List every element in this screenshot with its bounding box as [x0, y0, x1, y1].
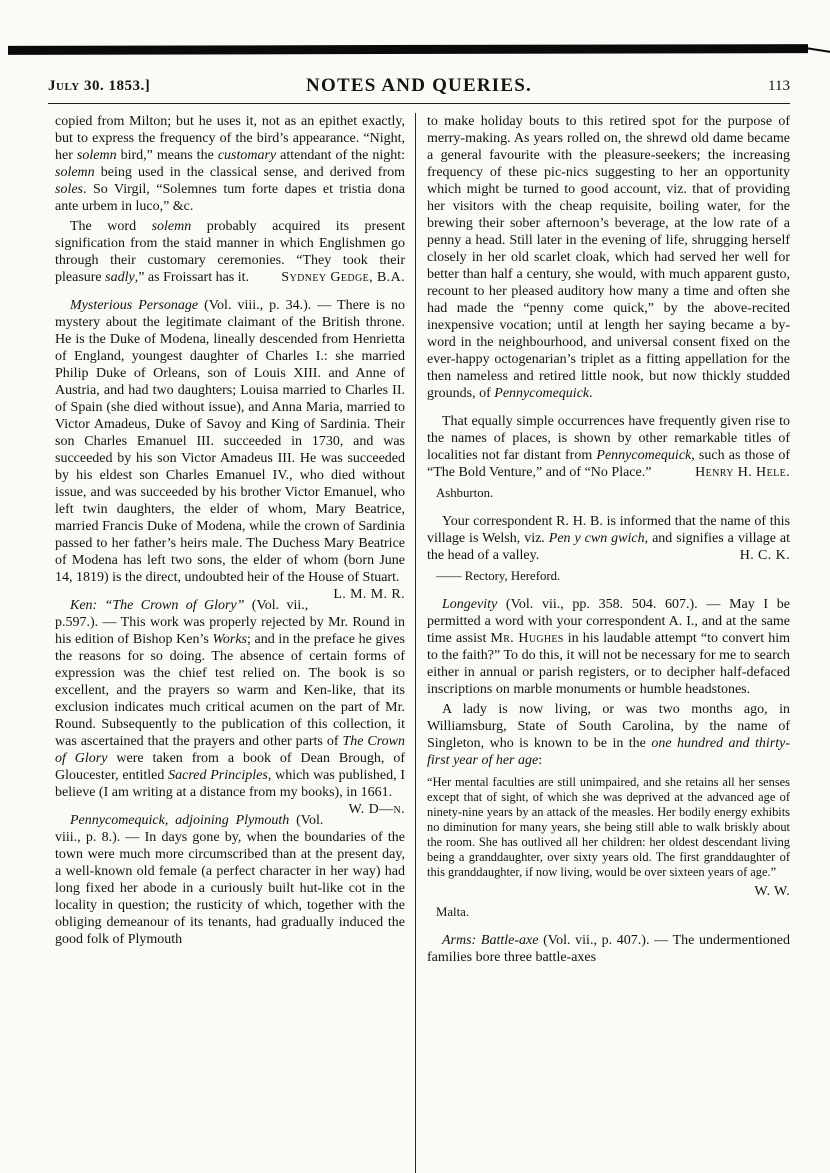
text-run: ; and in the preface he gives the reasons for so doing. The absence of certain forms of expression was the chief test relied on. The book is so excellent, and the prayers so warm and Ken-like, that its exclusion indicates much critical acumen on the part of Mr. Round. Subsequently to the publication of this collection, it was ascertained that the prayers and other parts of: [55, 632, 405, 749]
text-run: A lady is now living, or was two months ago, in Williamsburg, State of South Carolina, by the name of Singleton, who is known to be in the: [427, 702, 790, 751]
text-run: :: [538, 753, 543, 768]
text-run: copied from Milton; but he uses it, not as an epithet exactly, but to express the frequency of the bird’s appearance. “Night, her: [55, 114, 405, 163]
scan-artifact-tail: [806, 47, 830, 53]
text-run: solemn: [76, 148, 117, 163]
text-run: bird,” means the: [116, 148, 218, 163]
paragraph: [55, 297, 405, 602]
page-number: 113: [768, 78, 790, 94]
text-run: Pen y cwn gwich: [548, 531, 645, 546]
text-run: .: [589, 386, 593, 401]
text-run: Pennycomequick, adjoining Plymouth: [70, 813, 290, 828]
text-run: customary: [217, 148, 277, 163]
text-run: , which was published, I believe (I am writing at a distance from my books), in 1661.: [55, 768, 405, 800]
text-run: , and signifies a village at the head of a valley.: [427, 531, 790, 563]
text-run: ,” as Froissart has it.: [134, 270, 250, 285]
text-run: —— Rectory, Hereford.: [436, 569, 561, 583]
publication-title: NOTES AND QUERIES.: [306, 75, 532, 96]
text-run: Pennycomequick: [596, 448, 692, 463]
text-run: soles: [55, 182, 83, 197]
text-run: Ken: “The Crown of Glory”: [70, 598, 245, 613]
issue-date: July 30. 1853.]: [48, 78, 151, 94]
contributor-signature: Sydney Gedge, B.A.: [281, 270, 405, 285]
text-run: Arms: Battle-axe: [442, 933, 539, 948]
text-run: to make holiday bouts to this retired spot for the purpose of merry-making. As years rolled on, the shrewd old dame became a general favourite with the pleasure-seekers; the increasing frequency of these pic-nics suggesting to her an opportunity which might be turned to good account, viz. that of providing her visitors with the cheap requisite, boiling water, for the brewing their sober afternoon’s beverage, at the low rate of a penny a head. Still later in the evening of life, shrugging herself closely in her old scarlet cloak, which had served her well for better than half a century, she would, with much apparent gusto, recount to her pleased auditory how many a time and often she had made the “penny come quick,” by the above-recited inexpensive vocation; until at length her saying became a by-word in the neighbourhood, and universal consent fixed on the ever-happy octogenarian’s triplet as a fitting appellation for the then nameless and retired little nook, but now thickly studded grounds, of: [427, 114, 790, 401]
paragraph: [55, 218, 405, 286]
contributor-signature: H. C. K.: [739, 548, 790, 563]
text-run: one hundred and thirty-first year of her age: [427, 736, 790, 768]
text-run: solemn: [151, 219, 192, 234]
running-head: [48, 70, 790, 98]
paragraph: [55, 113, 405, 215]
header-rule: [48, 103, 790, 104]
paragraph: [55, 812, 405, 948]
text-run: That equally simple occurrences have frequently given rise to the names of places, is shown by other remarkable titles of localities not far distant from: [427, 414, 790, 463]
contributor-signature: W. D—n.: [348, 802, 405, 817]
paragraph: [427, 113, 790, 402]
column-divider: [415, 113, 416, 1173]
text-run: (Vol. viii., p. 8.). — In days gone by, when the boundaries of the town were much more circumscribed than at the present day, a well-known old female (a perfect character in her way) had long fixed her abode in a curiously built hut-like cot in the locality in question; the rusticity of which, together with the obliging demeanour of its tenants, had gradually induced the good folk of Plymouth: [55, 813, 405, 947]
text-run: Works: [212, 632, 248, 647]
text-run: (Vol. viii., p. 34.). — There is no mystery about the legitimate claimant of the British throne. He is the Duke of Modena, lineally descended from Henrietta of England, youngest daughter of Charles I.: she married Philip Duke of Orleans, son of Louis XIII. and Anne of Austria, and had two daughters; Louisa married to Charles II. of Spain (she died without issue), and Anna Maria, married to Victor Amadeus, Duke of Savoy and King of Sardinia. Their son Charles Emanuel III. succeeded in 1730, and was succeeded by his son Victor Amadeus III. He was succeeded by his eldest son Charles Emanuel IV., who died without issue, and was succeeded by his brother Victor Emanuel, who left twin daughters, the elder of whom, Mary Beatrice, married Francis Duke of Modena, while the crown of Sardinia passed to her father’s heirs male. The Duchess Mary Beatrice of Modena has left two sons, the elder of whom (born June 14, 1819) is the direct, undoubted heir of the House of Stuart.: [55, 298, 405, 585]
paragraph: [427, 513, 790, 564]
text-run: , such as those of “The Bold Venture,” and of “No Place.”: [427, 448, 790, 480]
paragraph: [55, 597, 405, 817]
text-run: The Crown of Glory: [55, 734, 405, 766]
text-run: sadly: [105, 270, 135, 285]
text-run: (Vol. vii., p.597.). — This work was properly rejected by Mr. Round in his edition of Bishop Ken’s: [55, 598, 405, 647]
text-run: Sacred Principles: [168, 768, 268, 783]
paragraph: [427, 932, 790, 966]
text-run: Longevity: [442, 597, 498, 612]
signature-line: [427, 883, 790, 900]
text-run: in his laudable attempt “to convert him to the faith?” To do this, it will not be necessary for me to search either in annual or parish registers, or to decipher half-defaced inscriptions on marble monuments or humble headstones.: [427, 631, 790, 697]
text-run: Pennycomequick: [494, 386, 590, 401]
paragraph: [427, 413, 790, 481]
text-run: Mysterious Personage: [70, 298, 199, 313]
text-run: solemn: [55, 165, 95, 180]
text-run: being used in the classical sense, and derived from: [94, 165, 405, 180]
text-run: Your correspondent R. H. B. is informed that the name of this village is Welsh, viz.: [427, 514, 790, 546]
text-run: attendant of the night:: [276, 148, 405, 163]
location-line: [427, 485, 790, 502]
text-columns: [55, 113, 790, 1173]
location-line: [427, 904, 790, 921]
text-run: (Vol. vii., p. 407.). — The undermentioned families bore three battle-axes: [427, 933, 790, 965]
text-run: were taken from a book of Dean Brough, of Gloucester, entitled: [55, 751, 405, 783]
paragraph: [427, 596, 790, 698]
text-run: probably acquired its present signification from the staid manner in which Englishmen go through their customary ceremonies. “They took their pleasure: [55, 219, 405, 285]
text-run: W. W.: [754, 884, 790, 899]
location-line: [427, 568, 790, 585]
text-run: Ashburton.: [436, 486, 494, 500]
right-column: [427, 113, 790, 1173]
left-column: [55, 113, 405, 1173]
text-run: “Her mental faculties are still unimpaired, and she retains all her senses except that of sight, of which she was deprived at the advanced age of ninety-nine years by an attack of the measles. Her bodily energy exhibits no diminution for many years, she being still able to walk briskly about the room. She has outlived all her children: her oldest descendant living being a granddaughter, over sixty years old. The first granddaughter of this granddaughter, if now living, would be over sixteen years of age.”: [427, 775, 790, 879]
contributor-signature: L. M. M. R.: [333, 587, 405, 602]
text-run: . So Virgil, “Solemnes tum forte dapes et tristia dona ante urbem in luco,” &c.: [55, 182, 405, 214]
scan-artifact-bar: [8, 44, 808, 55]
quoted-extract: [427, 775, 790, 880]
text-run: Mr. Hughes: [490, 631, 564, 646]
text-run: Malta.: [436, 905, 470, 919]
text-run: (Vol. vii., pp. 358. 504. 607.). — May I be permitted a word with your correspondent A. I., and at the same time assist: [427, 597, 790, 646]
contributor-signature: Henry H. Hele.: [695, 465, 790, 480]
paragraph: [427, 701, 790, 769]
text-run: The word: [70, 219, 152, 234]
